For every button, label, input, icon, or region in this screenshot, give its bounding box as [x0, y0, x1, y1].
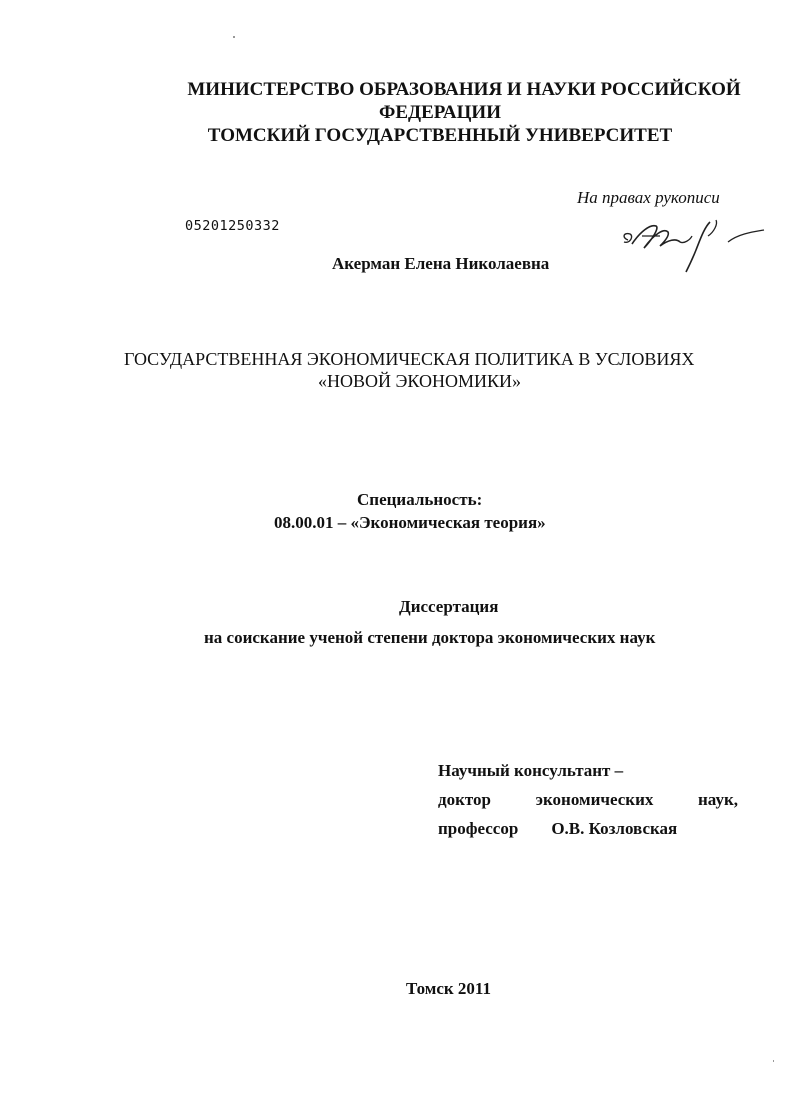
specialty-value: 08.00.01 – «Экономическая теория» [274, 513, 546, 532]
scientific-consultant [438, 756, 738, 843]
title-line-2: «НОВОЙ ЭКОНОМИКИ» [318, 371, 521, 391]
ministry-line-1: МИНИСТЕРСТВО ОБРАЗОВАНИЯ И НАУКИ РОССИЙСКОЙ [187, 79, 741, 100]
dissertation-label: Диссертация [399, 597, 499, 616]
ministry-line-2: ФЕДЕРАЦИИ [379, 102, 501, 123]
consultant-degree-word: доктор [438, 790, 491, 809]
consultant-degree-word: экономических [535, 790, 654, 809]
scan-speck [233, 36, 235, 38]
specialty-label: Специальность: [357, 490, 483, 509]
consultant-label: Научный консультант – [438, 761, 624, 780]
consultant-name: О.В. Козловская [551, 819, 678, 838]
consultant-title: профессор [438, 819, 519, 838]
author-name: Акерман Елена Николаевна [332, 254, 550, 273]
consultant-degree-word: наук, [698, 790, 738, 809]
manuscript-note: На правах рукописи [577, 188, 720, 207]
university-name: ТОМСКИЙ ГОСУДАРСТВЕННЫЙ УНИВЕРСИТЕТ [207, 125, 673, 146]
city-year: Томск 2011 [406, 979, 491, 998]
dissertation-purpose: на соискание ученой степени доктора экономических наук [204, 628, 656, 647]
scan-speck [773, 1060, 774, 1062]
title-line-1: ГОСУДАРСТВЕННАЯ ЭКОНОМИЧЕСКАЯ ПОЛИТИКА В УСЛОВИЯХ [124, 349, 695, 369]
ministry-header [0, 78, 794, 147]
document-number: 05201250332 [185, 218, 280, 234]
signature-icon [620, 214, 765, 276]
